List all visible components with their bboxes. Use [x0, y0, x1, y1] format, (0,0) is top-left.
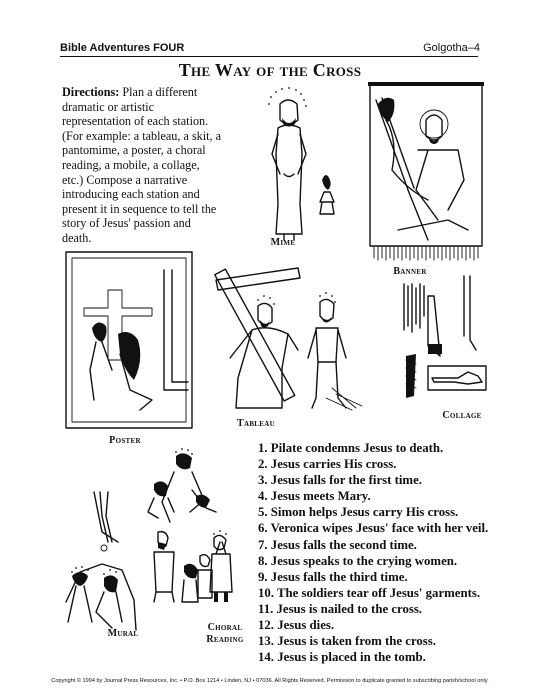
poster-illustration	[64, 250, 196, 432]
tableau-caption: Tableau	[237, 418, 275, 429]
header-rule	[60, 56, 478, 57]
copyright-footer: Copyright © 1994 by Journal Press Resources, Inc. • P.O. Box 1214 • Linden, NJ • 07036. All Rights Reserved. Permission to duplicate granted to subscribing parish/school only.	[51, 678, 489, 684]
station-3: 3. Jesus falls for the first time.	[258, 473, 422, 488]
choral-reading-caption: Choral Reading	[206, 622, 244, 645]
station-7: 7. Jesus falls the second time.	[258, 537, 417, 552]
station-1: 1. Pilate condemns Jesus to death.	[258, 441, 444, 455]
poster-caption: Poster	[109, 435, 141, 446]
book-title: Bible Adventures FOUR	[60, 42, 185, 54]
banner-caption: Banner	[393, 266, 427, 277]
collage-caption: Collage	[442, 410, 482, 421]
station-8: 8. Jesus speaks to the crying women.	[258, 553, 458, 568]
station-14: 14. Jesus is placed in the tomb.	[258, 650, 426, 665]
directions	[62, 85, 222, 246]
collage-illustration	[398, 276, 493, 412]
tableau-illustration	[206, 258, 376, 418]
page-title: The Way of the Cross	[178, 60, 362, 80]
station-10: 10. The soldiers tear off Jesus' garments.	[258, 585, 481, 600]
station-4: 4. Jesus meets Mary.	[258, 489, 371, 504]
station-13: 13. Jesus is taken from the cross.	[258, 634, 436, 649]
station-12: 12. Jesus dies.	[258, 618, 335, 633]
station-9: 9. Jesus falls the third time.	[258, 569, 408, 584]
station-11: 11. Jesus is nailed to the cross.	[258, 601, 423, 616]
mime-caption: Mime	[270, 237, 296, 248]
directions-text: Plan a different dramatic or artistic representation of each station. (For example: a tableau, a skit, a pantomime, a poster, a choral reading, a mobile, a collage, etc.) Compose a narrative introducing each station and present it in sequence to tell the story of Jesus' passion and death.	[62, 85, 222, 245]
page-id: Golgotha–4	[423, 42, 480, 54]
station-6: 6. Veronica wipes Jesus' face with her veil.	[258, 521, 489, 536]
stations-list	[258, 440, 508, 665]
banner-illustration	[368, 80, 488, 270]
station-5: 5. Simon helps Jesus carry His cross.	[258, 505, 459, 520]
directions-label: Directions:	[62, 85, 120, 99]
mural-caption: Mural	[107, 628, 139, 639]
station-2: 2. Jesus carries His cross.	[258, 457, 397, 472]
mime-illustration	[240, 84, 350, 244]
choral-reading-illustration	[140, 442, 248, 618]
